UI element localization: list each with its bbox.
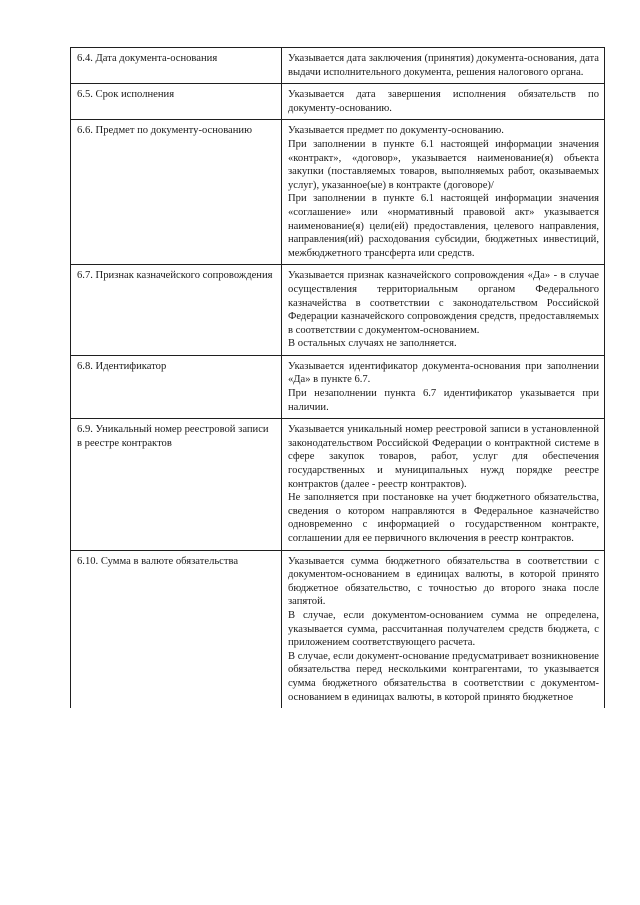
description-paragraph: Не заполняется при постановке на учет бюджетного обязательства, сведения о котором направляются в Федеральное казначейство одновременно с информацией о государственном контракте, соглашении для ее первичного включения в реестр контрактов.	[288, 492, 599, 544]
description-paragraph: В случае, если документ-основание предусматривает возникновение обязательства перед несколькими контрагентами, то указывается сумма бюджетного обязательства в соответствии с документом-основанием в единицах валюты, в которой принято бюджетное	[288, 650, 599, 703]
description-paragraph: Указывается признак казначейского сопровождения «Да» - в случае осуществления территориальным органом Федерального казначейства в соответствии с законодательством Российской Федерации казначейского сопровождения средств, предоставляемых в соответствии с документом-основанием.	[288, 270, 599, 336]
table-row	[71, 550, 605, 708]
field-label-cell	[71, 355, 282, 418]
field-description-cell	[282, 265, 605, 356]
field-description-cell	[282, 84, 605, 120]
description-paragraph: В остальных случаях не заполняется.	[288, 338, 457, 350]
description-paragraph: Указывается дата заключения (принятия) документа-основания, дата выдачи исполнительного документа, решения налогового органа.	[288, 53, 599, 78]
field-label-cell	[71, 48, 282, 84]
table-row	[71, 265, 605, 356]
field-description-cell	[282, 550, 605, 708]
requirements-table	[70, 47, 605, 708]
field-label: 6.8. Идентификатор	[77, 360, 167, 372]
field-label-cell	[71, 120, 282, 265]
field-label-cell	[71, 419, 282, 550]
description-paragraph: Указывается уникальный номер реестровой записи в установленной законодательством Российской Федерации о контрактной системе в сфере закупок товаров, работ, услуг для обеспечения государственных и муниципальных нужд порядке реестре контрактов (далее - реестр контрактов).	[288, 424, 599, 490]
table-row	[71, 355, 605, 418]
field-description-cell	[282, 120, 605, 265]
field-label: 6.10. Сумма в валюте обязательства	[77, 555, 239, 567]
table-row	[71, 419, 605, 550]
field-label: 6.7. Признак казначейского сопровождения	[77, 270, 273, 282]
field-description-cell	[282, 419, 605, 550]
table-row	[71, 120, 605, 265]
field-label: 6.6. Предмет по документу-основанию	[77, 125, 253, 137]
description-paragraph: Указывается сумма бюджетного обязательства в соответствии с документом-основанием в единицах валюты, в которой принято бюджетное обязательство, с точностью до второго знака после запятой.	[288, 555, 599, 608]
field-label-cell	[71, 84, 282, 120]
field-description-cell	[282, 355, 605, 418]
description-paragraph: При незаполнении пункта 6.7 идентификатор указывается при наличии.	[288, 388, 599, 413]
description-paragraph: При заполнении в пункте 6.1 настоящей информации значения «контракт», «договор», указывается наименование(я) объекта закупки (поставляемых товаров, выполняемых работ, оказываемых услуг), указанное(ые) в контракте (договоре)/	[288, 138, 599, 191]
description-paragraph: В случае, если документом-основанием сумма не определена, указывается сумма, рассчитанная получателем средств бюджета, с приложением соответствующего расчета.	[288, 609, 599, 649]
description-paragraph: Указывается идентификатор документа-основания при заполнении «Да» в пункте 6.7.	[288, 360, 599, 386]
field-description-cell	[282, 48, 605, 84]
description-paragraph: При заполнении в пункте 6.1 настоящей информации значения «соглашение» или «нормативный правовой акт» указывается наименование(я) цели(ей) предоставления, целевого направления, направления(ий) расходования субсидии, бюджетных инвестиций, межбюджетного трансферта или средств.	[288, 193, 599, 259]
description-paragraph: Указывается предмет по документу-основанию.	[288, 125, 504, 137]
field-label: 6.9. Уникальный номер реестровой записи в реестре контрактов	[77, 424, 269, 449]
description-paragraph: Указывается дата завершения исполнения обязательств по документу-основанию.	[288, 89, 599, 114]
table-row	[71, 84, 605, 120]
field-label: 6.5. Срок исполнения	[77, 89, 175, 101]
table-row	[71, 48, 605, 84]
field-label: 6.4. Дата документа-основания	[77, 53, 218, 64]
field-label-cell	[71, 265, 282, 356]
field-label-cell	[71, 550, 282, 708]
